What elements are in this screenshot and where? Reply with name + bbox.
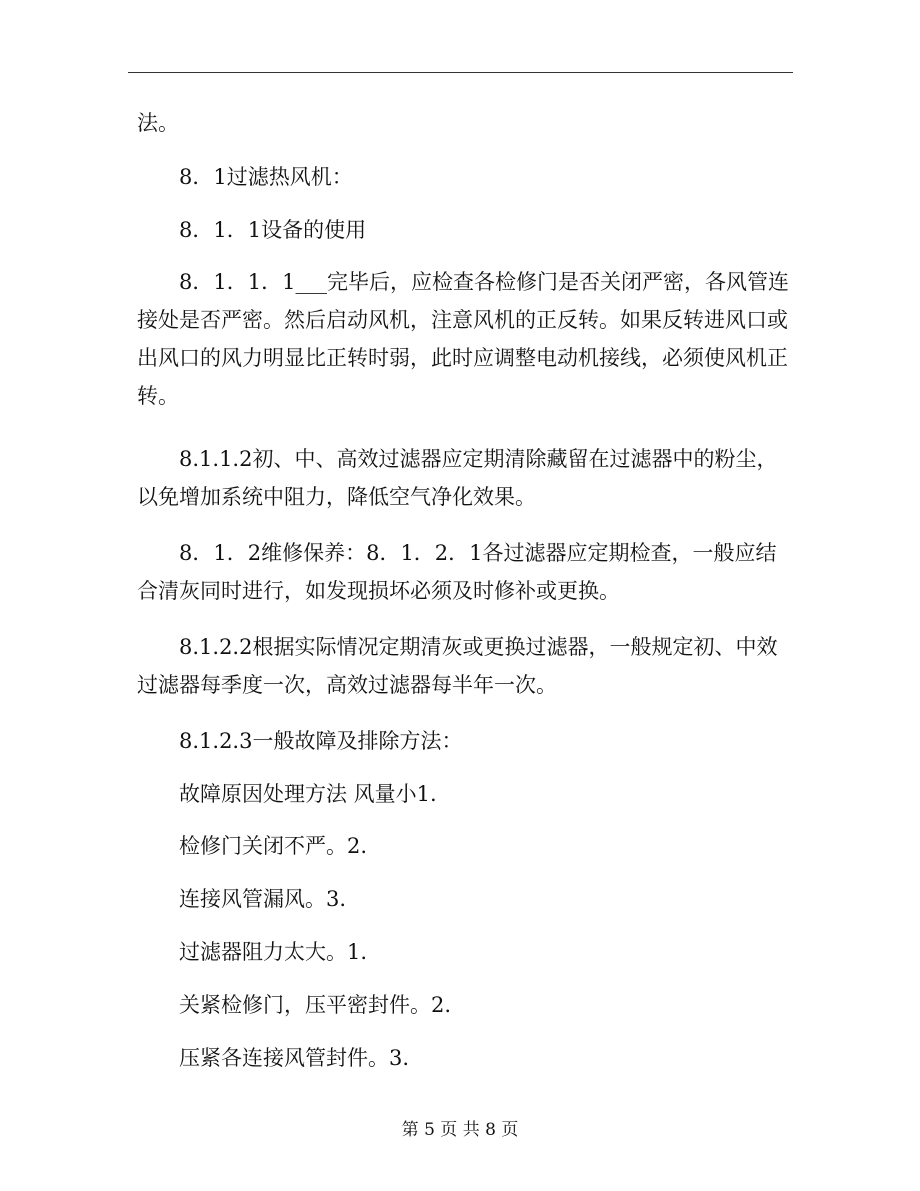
page-footer: 第 5 页 共 8 页 <box>401 1120 519 1140</box>
paragraph: 8.1.2.3一般故障及排除方法： <box>179 729 463 753</box>
paragraph: 8．1．1．1___完毕后，应检查各检修门是否关闭严密，各风管连接处是否严密。然后启动风机，注意风机的正反转。如果反转进风口或出风口的风力明显比正转时弱，此时应调整电动机接线，必须使风机正转。 <box>137 270 789 408</box>
subsection-heading: 8．1．1设备的使用 <box>179 218 367 242</box>
table-text-line: 检修门关闭不严。2. <box>179 834 368 858</box>
table-text-line: 故障原因处理方法 风量小1. <box>179 782 437 806</box>
header-rule <box>128 72 793 73</box>
table-text-line: 连接风管漏风。3. <box>179 887 347 911</box>
paragraph: 8．1．2维修保养：8．1．2．1各过滤器应定期检查，一般应结合清灰同时进行，如发现损坏必须及时修补或更换。 <box>137 541 777 603</box>
table-text-line: 关紧检修门，压平密封件。2. <box>179 993 452 1017</box>
table-text-line: 过滤器阻力太大。1. <box>179 940 368 964</box>
paragraph: 8.1.1.2初、中、高效过滤器应定期清除藏留在过滤器中的粉尘，以免增加系统中阻力，降低空气净化效果。 <box>137 447 778 509</box>
paragraph: 8.1.2.2根据实际情况定期清灰或更换过滤器，一般规定初、中效过滤器每季度一次，高效过滤器每半年一次。 <box>137 635 778 697</box>
section-heading: 8．1过滤热风机： <box>179 165 353 189</box>
table-text-line: 压紧各连接风管封件。3. <box>179 1046 410 1070</box>
paragraph-end: 法。 <box>137 111 179 135</box>
